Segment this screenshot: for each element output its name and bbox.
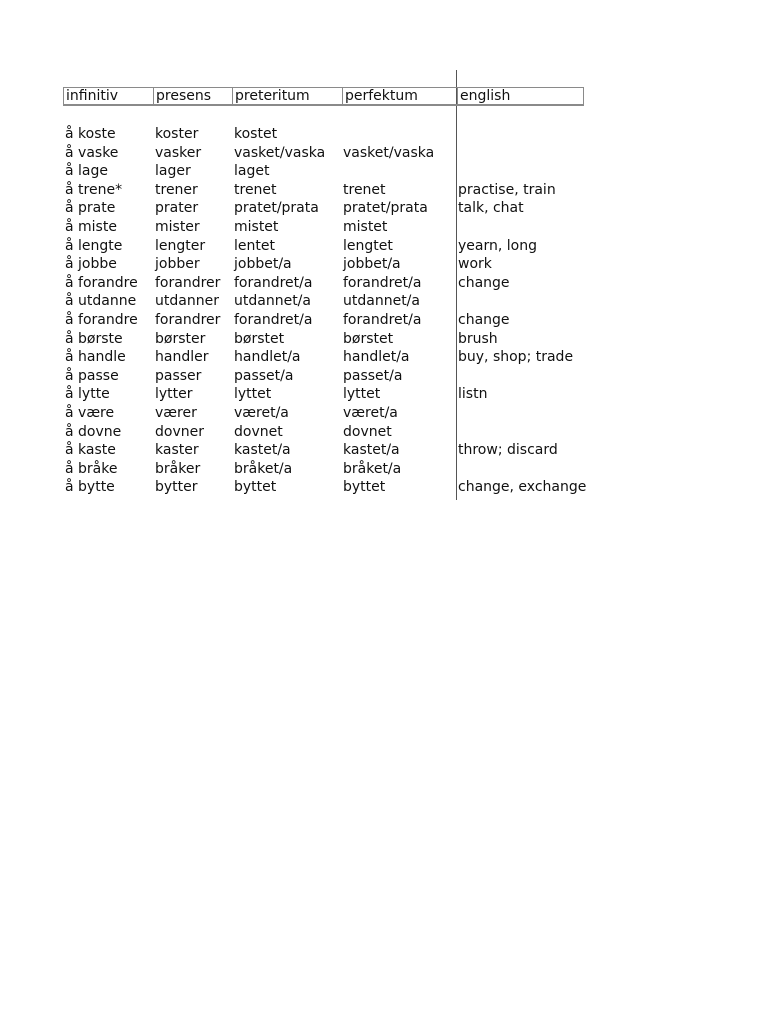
perfektum-cell: dovnet xyxy=(343,423,392,440)
table-row xyxy=(63,367,593,385)
english-cell: buy, shop; trade xyxy=(458,349,574,366)
english-cell: listn xyxy=(458,386,488,403)
infinitiv-cell: å dovne xyxy=(65,423,122,440)
perfektum-cell: mistet xyxy=(343,219,388,235)
table-row xyxy=(63,423,593,441)
perfektum-cell: utdannet/a xyxy=(343,293,420,310)
perfektum-cell: trenet xyxy=(343,181,386,198)
infinitiv-cell: å jobbe xyxy=(65,256,117,273)
english-cell: talk, chat xyxy=(458,200,524,217)
infinitiv-cell: å børste xyxy=(65,330,123,347)
presens-cell: kaster xyxy=(155,442,199,459)
table-row xyxy=(63,311,593,329)
header-infinitiv: infinitiv xyxy=(66,88,119,104)
presens-cell: lager xyxy=(155,163,191,180)
infinitiv-cell: å forandre xyxy=(65,312,138,328)
perfektum-cell: vasket/vaska xyxy=(343,144,435,161)
infinitiv-cell: å kaste xyxy=(65,442,116,459)
infinitiv-cell: å prate xyxy=(65,200,116,217)
preteritum-cell: forandret/a xyxy=(234,274,313,291)
table-row xyxy=(63,125,593,143)
infinitiv-cell: å vaske xyxy=(65,144,119,161)
preteritum-cell: bråket/a xyxy=(234,460,293,477)
english-cell: throw; discard xyxy=(458,442,558,459)
table-row xyxy=(63,385,593,403)
presens-cell: prater xyxy=(155,200,199,217)
table-row xyxy=(63,404,593,422)
english-cell: change xyxy=(458,312,510,328)
perfektum-cell: lengtet xyxy=(343,237,393,254)
table-row xyxy=(63,144,593,162)
preteritum-cell: kostet xyxy=(234,126,278,142)
english-cell: work xyxy=(458,256,492,273)
preteritum-cell: laget xyxy=(234,163,270,180)
preteritum-cell: byttet xyxy=(234,479,277,496)
infinitiv-cell: å bytte xyxy=(65,479,115,496)
header-english: english xyxy=(457,88,583,105)
table-row xyxy=(63,237,593,255)
presens-cell: lengter xyxy=(155,237,206,254)
preteritum-cell: mistet xyxy=(234,219,279,235)
perfektum-cell: passet/a xyxy=(343,367,403,384)
preteritum-cell: pratet/prata xyxy=(234,200,319,217)
presens-cell: trener xyxy=(155,181,198,198)
presens-cell: bytter xyxy=(155,479,198,496)
presens-cell: utdanner xyxy=(155,293,219,310)
perfektum-cell: børstet xyxy=(343,330,394,347)
presens-cell: mister xyxy=(155,219,200,235)
preteritum-cell: lyttet xyxy=(234,386,272,403)
preteritum-cell: jobbet/a xyxy=(234,256,292,273)
table-row xyxy=(63,274,593,292)
preteritum-cell: børstet xyxy=(234,330,285,347)
table-header-row xyxy=(63,87,584,106)
preteritum-cell: utdannet/a xyxy=(234,293,311,310)
table-row xyxy=(63,218,593,236)
infinitiv-cell: å bråke xyxy=(65,460,118,477)
presens-cell: værer xyxy=(155,405,197,421)
preteritum-cell: lentet xyxy=(234,237,275,254)
presens-cell: bråker xyxy=(155,460,201,477)
perfektum-cell: kastet/a xyxy=(343,442,400,459)
presens-cell: forandrer xyxy=(155,312,221,328)
preteritum-cell: trenet xyxy=(234,181,277,198)
perfektum-cell: forandret/a xyxy=(343,274,422,291)
table-row xyxy=(63,255,593,273)
perfektum-cell: været/a xyxy=(343,405,398,421)
table-row xyxy=(63,348,593,366)
perfektum-cell: bråket/a xyxy=(343,460,402,477)
infinitiv-cell: å handle xyxy=(65,349,126,366)
perfektum-cell: pratet/prata xyxy=(343,200,428,217)
infinitiv-cell: å utdanne xyxy=(65,293,137,310)
presens-cell: passer xyxy=(155,367,202,384)
infinitiv-cell: å lage xyxy=(65,163,108,180)
table-row xyxy=(63,181,593,199)
infinitiv-cell: å forandre xyxy=(65,274,138,291)
presens-cell: jobber xyxy=(155,256,200,273)
perfektum-cell: byttet xyxy=(343,479,386,496)
preteritum-cell: passet/a xyxy=(234,367,294,384)
infinitiv-cell: å passe xyxy=(65,367,119,384)
table-row xyxy=(63,199,593,217)
table-row xyxy=(63,330,593,348)
presens-cell: handler xyxy=(155,349,209,366)
english-cell: practise, train xyxy=(458,181,556,198)
infinitiv-cell: å lengte xyxy=(65,237,123,254)
perfektum-cell: jobbet/a xyxy=(343,256,401,273)
perfektum-cell: handlet/a xyxy=(343,349,410,366)
english-cell: change, exchange xyxy=(458,479,587,496)
table-row xyxy=(63,292,593,310)
infinitiv-cell: å være xyxy=(65,405,115,421)
presens-cell: vasker xyxy=(155,144,202,161)
preteritum-cell: forandret/a xyxy=(234,312,313,328)
perfektum-cell: lyttet xyxy=(343,386,381,403)
table-row xyxy=(63,478,593,496)
table-row xyxy=(63,460,593,478)
preteritum-cell: handlet/a xyxy=(234,349,301,366)
preteritum-cell: vasket/vaska xyxy=(234,144,326,161)
english-cell: change xyxy=(458,274,510,291)
table-row xyxy=(63,441,593,459)
infinitiv-cell: å trene* xyxy=(65,181,123,198)
presens-cell: dovner xyxy=(155,423,204,440)
header-perfektum: perfektum xyxy=(342,88,457,105)
header-preteritum: preteritum xyxy=(232,88,342,105)
preteritum-cell: været/a xyxy=(234,405,289,421)
infinitiv-cell: å miste xyxy=(65,219,117,235)
header-presens: presens xyxy=(153,88,232,105)
perfektum-cell: forandret/a xyxy=(343,312,422,328)
infinitiv-cell: å koste xyxy=(65,126,116,142)
infinitiv-cell: å lytte xyxy=(65,386,110,403)
presens-cell: lytter xyxy=(155,386,193,403)
english-cell: yearn, long xyxy=(458,237,537,254)
presens-cell: koster xyxy=(155,126,199,142)
preteritum-cell: kastet/a xyxy=(234,442,291,459)
presens-cell: børster xyxy=(155,330,206,347)
table-row xyxy=(63,162,593,180)
preteritum-cell: dovnet xyxy=(234,423,283,440)
english-cell: brush xyxy=(458,330,498,347)
presens-cell: forandrer xyxy=(155,274,221,291)
